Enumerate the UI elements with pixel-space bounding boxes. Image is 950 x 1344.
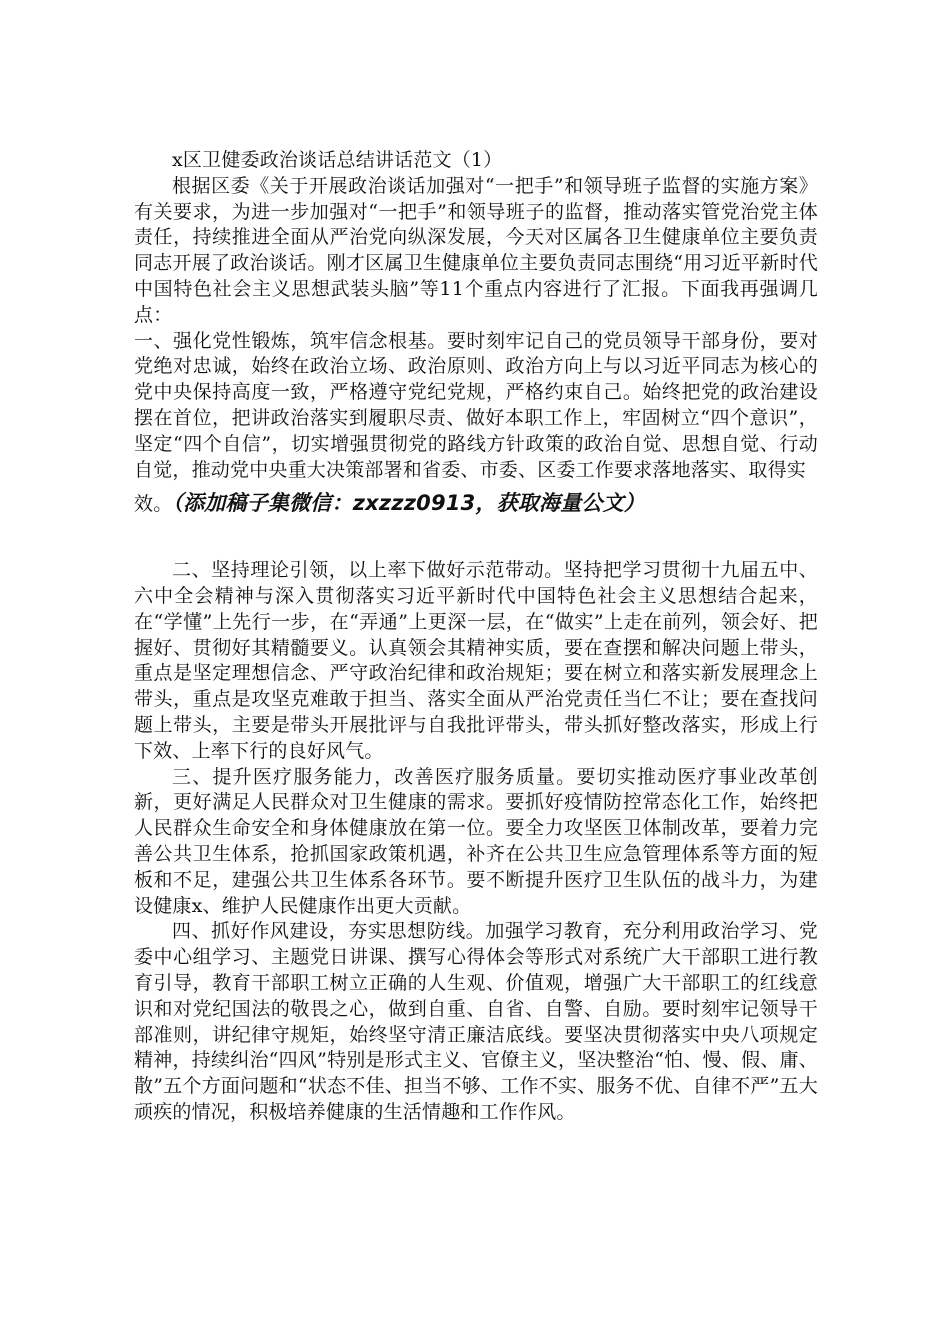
point-one-tail: 效。 (134, 493, 173, 516)
point-three-paragraph: 三、提升医疗服务能力，改善医疗服务质量。要切实推动医疗事业改革创新，更好满足人民群众对卫生健康的需求。要抓好疫情防控常态化工作，始终把人民群众生命安全和身体健康放在第一位。要全力攻坚医卫体制改革，要着力完善公共卫生体系，抢抓国家政策机遇，补齐在公共卫生应急管理体系等方面的短板和不足，建强公共卫生体系各环节。要不断提升医疗卫生队伍的战斗力，为建设健康x、维护人民健康作出更大贡献。 (134, 765, 818, 917)
watermark-text: （添加稿子集微信：zxzzz0913，获取海量公文） (172, 491, 645, 516)
point-four-paragraph: 四、抓好作风建设，夯实思想防线。加强学习教育，充分利用政治学习、党委中心组学习、主题党日讲课、撰写心得体会等形式对系统广大干部职工进行教育引导，教育干部职工树立正确的人生观、价值观，增强广大干部职工的红线意识和对党纪国法的敬畏之心，做到自重、自省、自警、自励。要时刻牢记领导干部准则，讲纪律守规矩，始终坚守清正廉洁底线。要坚决贯彻落实中央八项规定精神，持续纠治“四风”特别是形式主义、官僚主义，坚决整治“怕、慢、假、庸、散”五个方面问题和“状态不佳、担当不够、工作不实、服务不优、自律不严”五大顽疾的情况，积极培养健康的生活情趣和工作作风。 (134, 920, 818, 1123)
document-title: x区卫健委政治谈话总结讲话范文（1） (172, 149, 503, 171)
intro-paragraph: 根据区委《关于开展政治谈话加强对“一把手”和领导班子监督的实施方案》有关要求，为进一步加强对“一把手”和领导班子的监督，推动落实管党治党主体责任，持续推进全面从严治党向纵深发展，今天对区属各卫生健康单位主要负责同志开展了政治谈话。刚才区属卫生健康单位主要负责同志围绕“用习近平新时代中国特色社会主义思想武装头脑”等11个重点内容进行了汇报。下面我再强调几点： (134, 174, 818, 326)
point-two-paragraph: 二、坚持理论引领，以上率下做好示范带动。坚持把学习贯彻十九届五中、六中全会精神与深入贯彻落实习近平新时代中国特色社会主义思想结合起来，在“学懂”上先行一步，在“弄通”上更深一层，在“做实”上走在前列，领会好、把握好、贯彻好其精髓要义。认真领会其精神实质，要在查摆和解决问题上带头，重点是坚定理想信念、严守政治纪律和政治规矩；要在树立和落实新发展理念上带头，重点是攻坚克难敢于担当、落实全面从严治党责任当仁不让；要在查找问题上带头，主要是带头开展批评与自我批评带头，带头抓好整改落实，形成上行下效、上率下行的良好风气。 (134, 559, 818, 762)
document-body (134, 148, 818, 1126)
watermark-line (134, 491, 818, 518)
point-one-paragraph: 一、强化党性锻炼，筑牢信念根基。要时刻牢记自己的党员领导干部身份，要对党绝对忠诚，始终在政治立场、政治原则、政治方向上与以习近平同志为核心的党中央保持高度一致，严格遵守党纪党规，严格约束自己。始终把党的政治建设摆在首位，把讲政治落实到履职尽责、做好本职工作上，牢固树立“四个意识”，坚定“四个自信”，切实增强贯彻党的路线方针政策的政治自觉、思想自觉、行动自觉，推动党中央重大决策部署和省委、市委、区委工作要求落地落实、取得实 (134, 329, 818, 481)
